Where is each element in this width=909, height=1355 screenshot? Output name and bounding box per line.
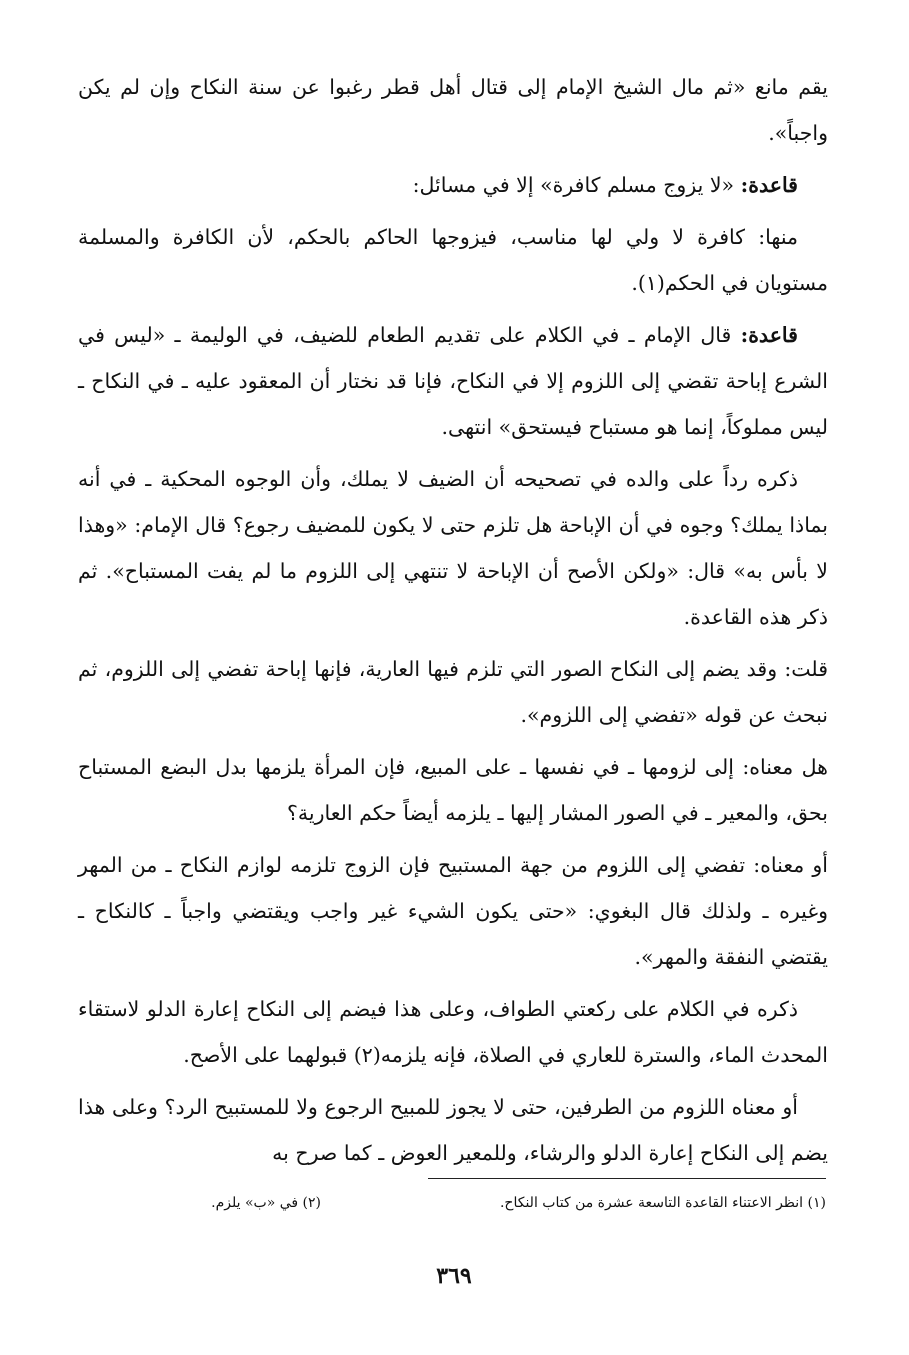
paragraph-6: قلت: وقد يضم إلى النكاح الصور التي تلزم فيها العارية، فإنها إباحة تفضي إلى اللزوم، ثم نبحث عن قوله «تفضي إلى اللزوم».	[78, 657, 828, 727]
footnote-1: (١) انظر الاعتناء القاعدة التاسعة عشرة من كتاب النكاح.	[499, 1195, 826, 1211]
rule-text: قال الإمام ـ في الكلام على تقديم الطعام للضيف، في الوليمة ـ «ليس في الشرع إباحة تقضي إلى اللزوم إلا في النكاح، فإنا قد نختار أن المعقود عليه ـ في النكاح ـ ليس مملوكاً، إنما هو مستباح فيستحق» انتهى.	[78, 323, 828, 439]
rule-text: «لا يزوج مسلم كافرة» إلا في مسائل:	[412, 173, 735, 197]
paragraph-1: يقم مانع «ثم مال الشيخ الإمام إلى قتال أهل قطر رغبوا عن سنة النكاح وإن لم يكن واجباً».	[78, 75, 828, 145]
paragraph-10: أو معناه اللزوم من الطرفين، حتى لا يجوز للمبيح الرجوع ولا للمستبيح الرد؟ وعلى هذا يضم إلى النكاح إعارة الدلو والرشاء، وللمعير العوض ـ كما صرح به	[78, 1095, 828, 1165]
paragraph-9: ذكره في الكلام على ركعتي الطواف، وعلى هذا فيضم إلى النكاح إعارة الدلو لاستقاء المحدث الماء، والسترة للعاري في الصلاة، فإنه يلزمه(٢) قبولهما على الأصح.	[78, 997, 828, 1067]
paragraph-5: ذكره رداً على والده في تصحيحه أن الضيف لا يملك، وأن الوجوه المحكية ـ في أنه بماذا يملك؟ وجوه في أن الإباحة هل تلزم حتى لا يكون للمضيف رجوع؟ قال الإمام: «وهذا لا بأس به» قال: «ولكن الأصح أن الإباحة لا تنتهي إلى اللزوم ما لم يفت المستباح». ثم ذكر هذه القاعدة.	[78, 467, 828, 629]
paragraph-8: أو معناه: تفضي إلى اللزوم من جهة المستبيح فإن الزوج تلزمه لوازم النكاح ـ من المهر وغيره ـ ولذلك قال البغوي: «حتى يكون الشيء غير واجب ويقتضي واجباً ـ كالنكاح ـ يقتضي النفقة والمهر».	[78, 853, 828, 969]
footnote-2: (٢) في «ب» يلزم.	[211, 1195, 321, 1211]
footnote-divider	[428, 1178, 826, 1179]
paragraph-4	[78, 312, 828, 450]
main-text	[78, 64, 828, 1182]
paragraph-3: منها: كافرة لا ولي لها مناسب، فيزوجها الحاكم بالحكم، لأن الكافرة والمسلمة مستويان في الحكم(١).	[78, 225, 828, 295]
paragraph-2	[78, 162, 828, 208]
rule-label: قاعدة:	[740, 173, 798, 197]
page-number: ٣٦٩	[436, 1263, 472, 1289]
paragraph-7: هل معناه: إلى لزومها ـ في نفسها ـ على المبيع، فإن المرأة يلزمها بدل البضع المستباح بحق، والمعير ـ في الصور المشار إليها ـ يلزمه أيضاً حكم العارية؟	[78, 755, 828, 825]
rule-label: قاعدة:	[740, 323, 798, 347]
